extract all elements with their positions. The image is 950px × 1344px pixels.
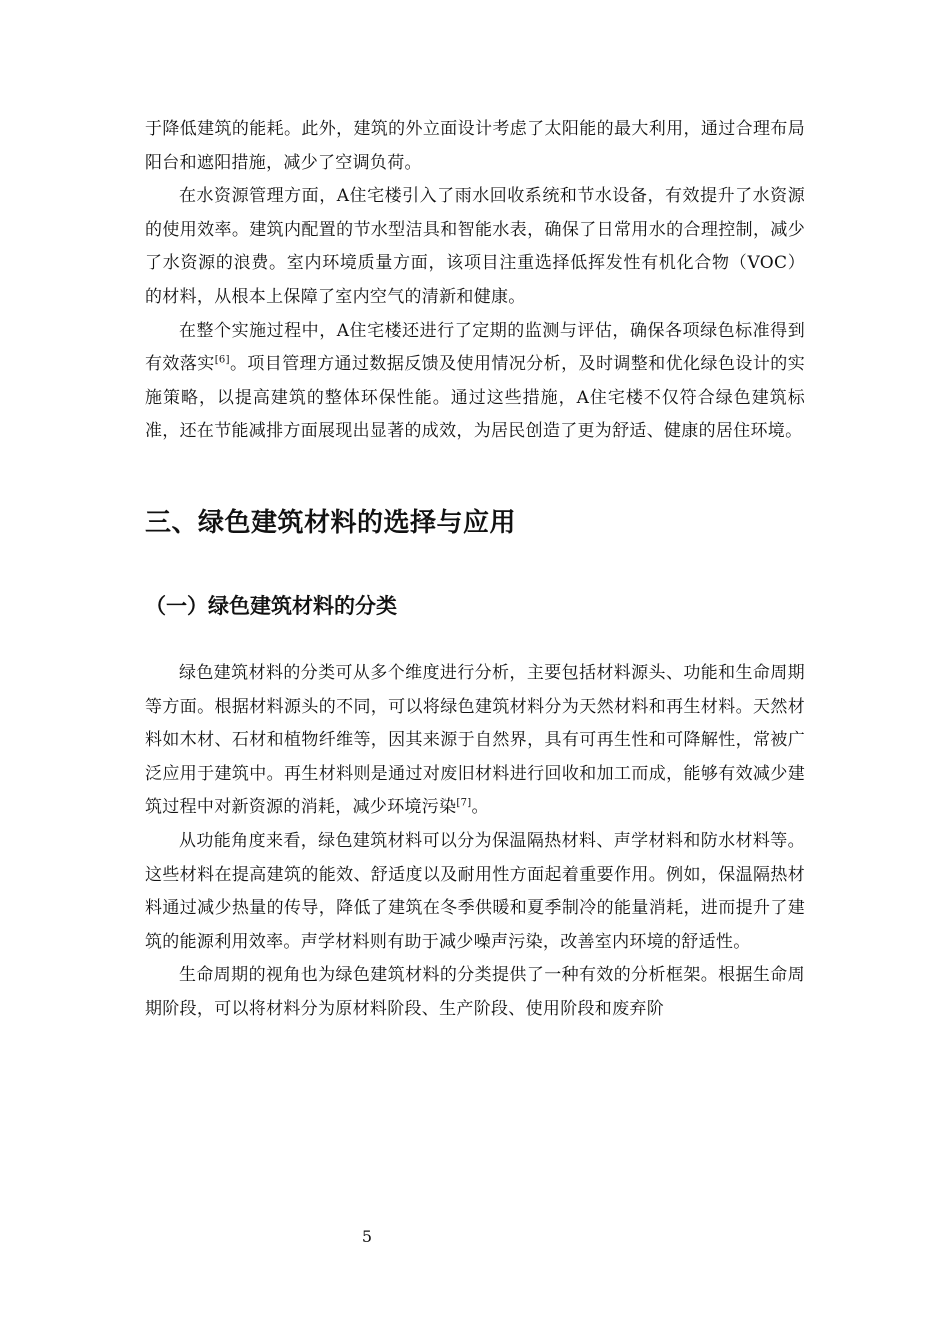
section-heading: （一）绿色建筑材料的分类 bbox=[145, 593, 397, 618]
spacer bbox=[145, 541, 805, 591]
paragraph-monitoring-evaluation bbox=[145, 315, 805, 449]
page-number: 5 bbox=[361, 1227, 373, 1246]
paragraph-energy-continuation: 于降低建筑的能耗。此外，建筑的外立面设计考虑了太阳能的最大利用，通过合理布局阳台和遮阳措施，减少了空调负荷。 bbox=[145, 119, 805, 173]
paragraph-water-management: 在水资源管理方面，A住宅楼引入了雨水回收系统和节水设备，有效提升了水资源的使用效率。建筑内配置的节水型洁具和智能水表，确保了日常用水的合理控制，减少了水资源的浪费。室内环境质量方面，该项目注重选择低挥发性有机化合物（VOC）的材料，从根本上保障了室内空气的清新和健康。 bbox=[145, 186, 805, 307]
paragraph-classification-function: 从功能角度来看，绿色建筑材料可以分为保温隔热材料、声学材料和防水材料等。这些材料在提高建筑的能效、舒适度以及耐用性方面起着重要作用。例如，保温隔热材料通过减少热量的传导，降低了建筑在冬季供暖和夏季制冷的能量消耗，进而提升了建筑的能源利用效率。声学材料则有助于减少噪声污染，改善室内环境的舒适性。 bbox=[145, 830, 805, 952]
paragraph-text: 。 bbox=[471, 797, 489, 818]
citation-6: [6] bbox=[214, 354, 230, 366]
paragraph-text: 在整个实施过程中，A住宅楼还进行了定期的监测与评估，确保各项绿色标准得到有效落实 bbox=[145, 320, 805, 375]
paragraph-classification-source bbox=[145, 657, 805, 825]
chapter-heading: 三、绿色建筑材料的选择与应用 bbox=[145, 507, 517, 538]
spacer bbox=[145, 449, 805, 505]
paragraph-classification-lifecycle: 生命周期的视角也为绿色建筑材料的分类提供了一种有效的分析框架。根据生命周期阶段，可以将材料分为原材料阶段、生产阶段、使用阶段和废弃阶 bbox=[145, 965, 805, 1019]
citation-7: [7] bbox=[456, 797, 472, 809]
paragraph-text: 。项目管理方通过数据反馈及使用情况分析，及时调整和优化绿色设计的实施策略，以提高建筑的整体环保性能。通过这些措施，A住宅楼不仅符合绿色建筑标准，还在节能减排方面展现出显著的成效，为居民创造了更为舒适、健康的居住环境。 bbox=[145, 354, 806, 442]
paragraph-text: 绿色建筑材料的分类可从多个维度进行分析，主要包括材料源头、功能和生命周期等方面。根据材料源头的不同，可以将绿色建筑材料分为天然材料和再生材料。天然材料如木材、石材和植物纤维等，因其来源于自然界，具有可再生性和可降解性，常被广泛应用于建筑中。再生材料则是通过对废旧材料进行回收和加工而成，能够有效减少建筑过程中对新资源的消耗，减少环境污染 bbox=[145, 662, 805, 818]
spacer bbox=[145, 621, 805, 657]
page-content bbox=[145, 113, 805, 1026]
